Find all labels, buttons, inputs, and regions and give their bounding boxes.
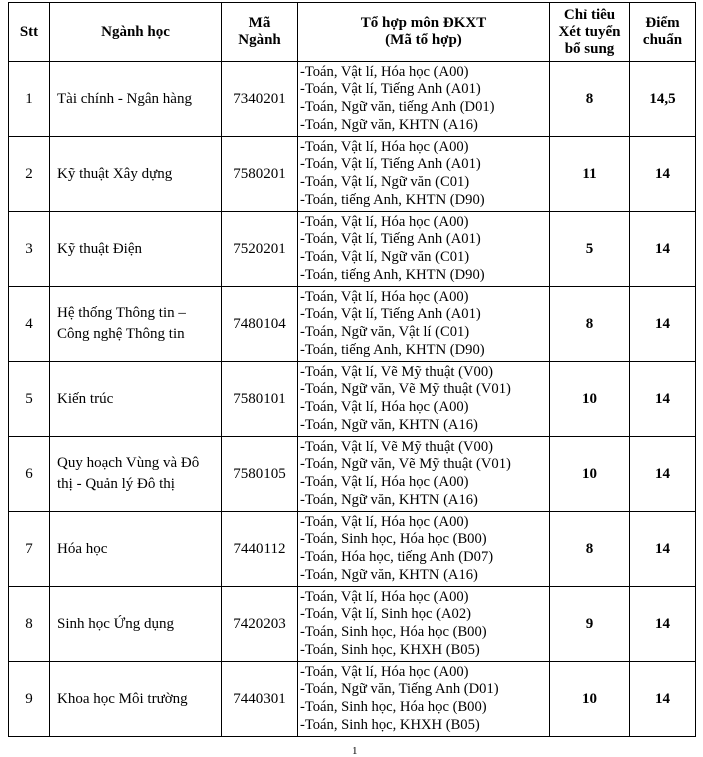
row-score: 14 xyxy=(630,287,696,362)
table-row xyxy=(9,662,696,737)
header-code-line1: Mã xyxy=(248,15,271,31)
row-stt: 5 xyxy=(9,362,50,437)
combo-line: -Toán, Sinh học, KHXH (B05) xyxy=(300,716,480,733)
combo-line: -Toán, Vật lí, Ngữ văn (C01) xyxy=(300,174,470,190)
row-combos xyxy=(298,662,550,737)
row-major xyxy=(50,212,222,287)
major-line: Sinh học Ứng dụng xyxy=(57,615,175,632)
row-combos xyxy=(298,287,550,362)
header-quota-line3: bổ sung xyxy=(564,40,615,57)
combo-line: -Toán, Vật lí, Hóa học (A00) xyxy=(300,138,469,155)
row-major xyxy=(50,362,222,437)
combo-line: -Toán, Vật lí, Tiếng Anh (A01) xyxy=(300,231,481,248)
header-code xyxy=(222,3,298,62)
row-score: 14 xyxy=(630,662,696,737)
combo-line: -Toán, tiếng Anh, KHTN (D90) xyxy=(300,191,485,208)
table-row xyxy=(9,437,696,512)
table-row xyxy=(9,137,696,212)
combo-line: -Toán, Vật lí, Tiếng Anh (A01) xyxy=(300,81,481,98)
row-code: 7440301 xyxy=(222,662,298,737)
row-stt: 1 xyxy=(9,62,50,137)
combo-line: -Toán, Ngữ văn, KHTN (A16) xyxy=(300,491,478,508)
row-combos xyxy=(298,512,550,587)
table-row xyxy=(9,62,696,137)
major-line: Khoa học Môi trường xyxy=(57,690,188,707)
row-score: 14,5 xyxy=(630,62,696,137)
combo-line: -Toán, Ngữ văn, Vật lí (C01) xyxy=(300,324,470,340)
row-combos xyxy=(298,137,550,212)
major-line: Hóa học xyxy=(57,540,108,557)
row-code: 7520201 xyxy=(222,212,298,287)
combo-line: -Toán, Vật lí, Hóa học (A00) xyxy=(300,513,469,530)
combo-line: -Toán, tiếng Anh, KHTN (D90) xyxy=(300,266,485,283)
header-code-line2: Ngành xyxy=(238,32,281,48)
row-major xyxy=(50,437,222,512)
header-major: Ngành học xyxy=(50,3,222,62)
table-row xyxy=(9,212,696,287)
major-line: Quy hoạch Vùng và Đô xyxy=(57,455,200,471)
row-score: 14 xyxy=(630,212,696,287)
row-code: 7580105 xyxy=(222,437,298,512)
table-body xyxy=(9,62,696,737)
major-line: Công nghệ Thông tin xyxy=(57,326,185,342)
row-stt: 4 xyxy=(9,287,50,362)
row-combos xyxy=(298,587,550,662)
row-code: 7440112 xyxy=(222,512,298,587)
combo-line: -Toán, Ngữ văn, Vẽ Mỹ thuật (V01) xyxy=(300,456,511,473)
combo-line: -Toán, Hóa học, tiếng Anh (D07) xyxy=(300,549,494,565)
header-quota-line1: Chỉ tiêu xyxy=(563,6,616,23)
header-combos-line2: (Mã tổ hợp) xyxy=(385,32,462,48)
combo-line: -Toán, Ngữ văn, KHTN (A16) xyxy=(300,416,478,433)
row-quota: 11 xyxy=(550,137,630,212)
row-stt: 8 xyxy=(9,587,50,662)
admission-table xyxy=(8,2,696,737)
major-line: Hệ thống Thông tin – xyxy=(57,305,186,321)
row-major xyxy=(50,62,222,137)
header-score-line1: Điểm xyxy=(645,15,680,31)
row-combos xyxy=(298,437,550,512)
combo-line: -Toán, Vật lí, Hóa học (A00) xyxy=(300,474,469,490)
combo-line: -Toán, Vật lí, Hóa học (A00) xyxy=(300,213,469,230)
row-quota: 8 xyxy=(550,512,630,587)
combo-line: -Toán, Vật lí, Tiếng Anh (A01) xyxy=(300,156,481,173)
combo-line: -Toán, Vật lí, Vẽ Mỹ thuật (V00) xyxy=(300,363,493,380)
row-quota: 5 xyxy=(550,212,630,287)
row-quota: 8 xyxy=(550,62,630,137)
combo-line: -Toán, Sinh học, Hóa học (B00) xyxy=(300,699,487,715)
combo-line: -Toán, Sinh học, Hóa học (B00) xyxy=(300,531,487,548)
header-row xyxy=(9,3,696,62)
combo-line: -Toán, Ngữ văn, tiếng Anh (D01) xyxy=(300,99,495,115)
major-line: Kiến trúc xyxy=(57,390,114,407)
row-major xyxy=(50,512,222,587)
row-code: 7580201 xyxy=(222,137,298,212)
combo-line: -Toán, Sinh học, Hóa học (B00) xyxy=(300,624,487,640)
page-number: 1 xyxy=(352,745,358,757)
combo-line: -Toán, Vật lí, Hóa học (A00) xyxy=(300,663,469,680)
combo-line: -Toán, Vật lí, Ngữ văn (C01) xyxy=(300,249,470,265)
row-stt: 3 xyxy=(9,212,50,287)
row-score: 14 xyxy=(630,512,696,587)
combo-line: -Toán, Vật lí, Vẽ Mỹ thuật (V00) xyxy=(300,438,493,455)
combo-line: -Toán, Vật lí, Hóa học (A00) xyxy=(300,288,469,305)
major-line: thị - Quản lý Đô thị xyxy=(57,476,175,492)
row-combos xyxy=(298,62,550,137)
header-quota xyxy=(550,3,630,62)
major-line: Tài chính - Ngân hàng xyxy=(57,90,192,107)
row-score: 14 xyxy=(630,587,696,662)
row-major xyxy=(50,137,222,212)
combo-line: -Toán, Vật lí, Sinh học (A02) xyxy=(300,606,471,623)
combo-line: -Toán, Ngữ văn, Vẽ Mỹ thuật (V01) xyxy=(300,381,511,398)
major-line: Kỹ thuật Xây dựng xyxy=(57,165,173,182)
row-quota: 10 xyxy=(550,662,630,737)
row-score: 14 xyxy=(630,437,696,512)
row-major xyxy=(50,587,222,662)
row-combos xyxy=(298,212,550,287)
row-stt: 7 xyxy=(9,512,50,587)
combo-line: -Toán, Vật lí, Hóa học (A00) xyxy=(300,399,469,415)
table-row xyxy=(9,587,696,662)
row-major xyxy=(50,662,222,737)
row-score: 14 xyxy=(630,137,696,212)
row-score: 14 xyxy=(630,362,696,437)
header-score xyxy=(630,3,696,62)
combo-line: -Toán, Ngữ văn, Tiếng Anh (D01) xyxy=(300,681,499,698)
header-stt: Stt xyxy=(9,3,50,62)
header-score-line2: chuẩn xyxy=(642,32,683,48)
row-quota: 10 xyxy=(550,362,630,437)
row-stt: 9 xyxy=(9,662,50,737)
combo-line: -Toán, Vật lí, Hóa học (A00) xyxy=(300,588,469,605)
row-code: 7420203 xyxy=(222,587,298,662)
row-major xyxy=(50,287,222,362)
row-stt: 6 xyxy=(9,437,50,512)
combo-line: -Toán, tiếng Anh, KHTN (D90) xyxy=(300,341,485,358)
row-combos xyxy=(298,362,550,437)
table-row xyxy=(9,287,696,362)
combo-line: -Toán, Ngữ văn, KHTN (A16) xyxy=(300,116,478,133)
combo-line: -Toán, Vật lí, Hóa học (A00) xyxy=(300,63,469,80)
combo-line: -Toán, Vật lí, Tiếng Anh (A01) xyxy=(300,306,481,323)
major-line: Kỹ thuật Điện xyxy=(57,240,142,257)
table-row xyxy=(9,512,696,587)
row-stt: 2 xyxy=(9,137,50,212)
row-quota: 8 xyxy=(550,287,630,362)
table-row xyxy=(9,362,696,437)
header-combos xyxy=(298,3,550,62)
combo-line: -Toán, Sinh học, KHXH (B05) xyxy=(300,641,480,658)
row-code: 7340201 xyxy=(222,62,298,137)
header-combos-line1: Tổ hợp môn ĐKXT xyxy=(360,15,487,31)
row-quota: 10 xyxy=(550,437,630,512)
row-code: 7580101 xyxy=(222,362,298,437)
row-code: 7480104 xyxy=(222,287,298,362)
header-quota-line2: Xét tuyển xyxy=(558,23,621,40)
combo-line: -Toán, Ngữ văn, KHTN (A16) xyxy=(300,566,478,583)
row-quota: 9 xyxy=(550,587,630,662)
